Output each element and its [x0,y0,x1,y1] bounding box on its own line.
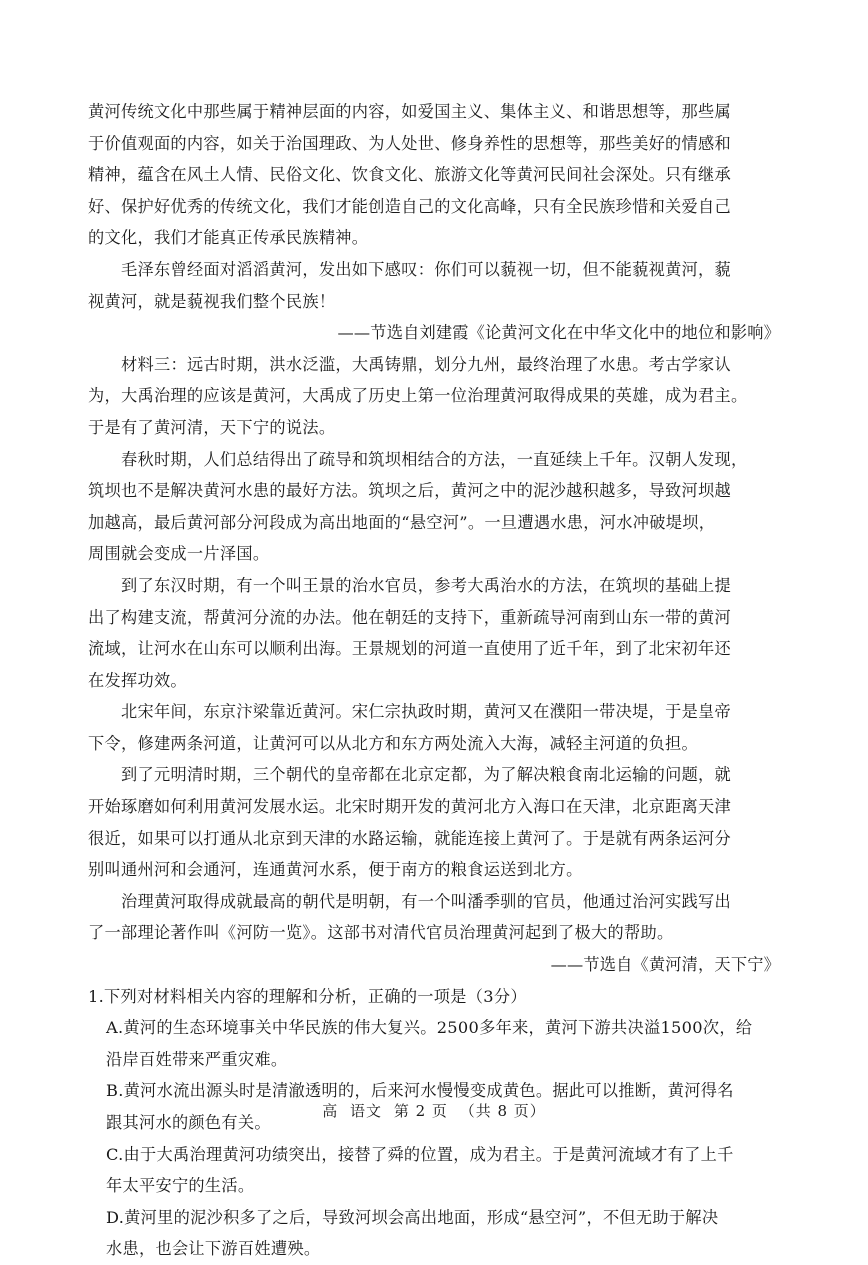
text-line: 为，大禹治理的应该是黄河，大禹成了历史上第一位治理黄河取得成果的英雄，成为君主。 [88,386,748,406]
text-line: 材料三：远古时期，洪水泛滥，大禹铸鼎，划分九州，最终治理了水患。考古学家认 [121,354,732,374]
text-line: 很近，如果可以打通从北京到天津的水路运输，就能连接上黄河了。于是就有两条运河分 [88,828,732,848]
text-line: 流域，让河水在山东可以顺利出海。王景规划的河道一直使用了近千年，到了北宋初年还 [88,639,732,659]
text-line: 视黄河，就是藐视我们整个民族！ [88,291,336,311]
text-line: 春秋时期，人们总结得出了疏导和筑坝相结合的方法，一直延续上千年。汉朝人发现， [121,449,748,469]
text-line: 周围就会变成一片泽国。 [88,544,270,564]
source-citation: ——节选自《黄河清，天下宁》 [550,955,780,975]
text-line: 治理黄河取得成就最高的朝代是明朝，有一个叫潘季驯的官员，他通过治河实践写出 [121,891,732,911]
text-line: 开始琢磨如何利用黄河发展水运。北宋时期开发的黄河北方入海口在天津，北京距离天津 [88,797,732,817]
text-line: 筑坝也不是解决黄河水患的最好方法。筑坝之后，黄河之中的泥沙越积越多，导致河坝越 [88,481,732,501]
footer-page-number: 第 2 页 [393,1102,448,1120]
text-line: 到了元明清时期，三个朝代的皇帝都在北京定都，为了解决粮食南北运输的问题，就 [121,765,732,785]
page-footer [0,1100,868,1121]
option-d: D.黄河里的泥沙积多了之后，导致河坝会高出地面，形成“悬空河”，不但无助于解决 [106,1207,719,1227]
text-line: 了一部理论著作叫《河防一览》。这部书对清代官员治理黄河起到了极大的帮助。 [88,923,674,943]
option-b: B.黄河水流出源头时是清澈透明的，后来河水慢慢变成黄色。据此可以推断，黄河得名 [106,1081,734,1101]
text-line: 毛泽东曾经面对滔滔黄河，发出如下感叹：你们可以藐视一切，但不能藐视黄河，藐 [121,259,732,279]
option-a: A.黄河的生态环境事关中华民族的伟大复兴。2500多年来，黄河下游共决溢1500次，给 [106,1018,753,1038]
text-line: 加越高，最后黄河部分河段成为高出地面的“悬空河”。一旦遭遇水患，河水冲破堤坝， [88,512,716,532]
option-b-cont: 跟其河水的颜色有关。 [106,1113,271,1132]
text-line: 黄河传统文化中那些属于精神层面的内容，如爱国主义、集体主义、和谐思想等，那些属 [88,102,732,121]
option-c-cont: 年太平安宁的生活。 [106,1176,255,1196]
text-line: 下令，修建两条河道，让黄河可以从北方和东方两处流入大海，减轻主河道的负担。 [88,733,699,753]
text-line: 别叫通州河和会通河，连通黄河水系，便于南方的粮食运送到北方。 [88,860,583,880]
option-a-cont: 沿岸百姓带来严重灾难。 [106,1049,288,1069]
option-c: C.由于大禹治理黄河功绩突出，接替了舜的位置，成为君主。于是黄河流域才有了上千 [106,1144,734,1164]
text-body [88,96,780,1265]
footer-subject: 语文 [350,1102,383,1120]
text-line: 精神，蕴含在风土人情、民俗文化、饮食文化、旅游文化等黄河民间社会深处。只有继承 [88,165,732,185]
question-stem: 1.下列对材料相关内容的理解和分析，正确的一项是（3分） [88,986,527,1006]
text-line: 的文化，我们才能真正传承民族精神。 [88,228,369,248]
text-line: 于是有了黄河清，天下宁的说法。 [88,417,336,437]
text-line: 于价值观面的内容，如关于治国理政、为人处世、修身养性的思想等，那些美好的情感和 [88,133,732,153]
source-citation: ——节选自刘建霞《论黄河文化在中华文化中的地位和影响》 [337,323,780,343]
text-line: 好、保护好优秀的传统文化，我们才能创造自己的文化高峰，只有全民族珍惜和关爱自己 [88,196,732,216]
text-line: 出了构建支流，帮黄河分流的办法。他在朝廷的支持下，重新疏导河南到山东一带的黄河 [88,607,732,627]
footer-grade: 高 [322,1102,339,1120]
text-line: 在发挥功效。 [88,670,187,690]
option-d-cont: 水患，也会让下游百姓遭殃。 [106,1239,321,1259]
footer-page-total: （共 8 页） [459,1102,546,1120]
text-line: 北宋年间，东京汴梁靠近黄河。宋仁宗执政时期，黄河又在濮阳一带决堤，于是皇帝 [121,702,732,722]
text-line: 到了东汉时期，有一个叫王景的治水官员，参考大禹治水的方法，在筑坝的基础上提 [121,575,732,595]
